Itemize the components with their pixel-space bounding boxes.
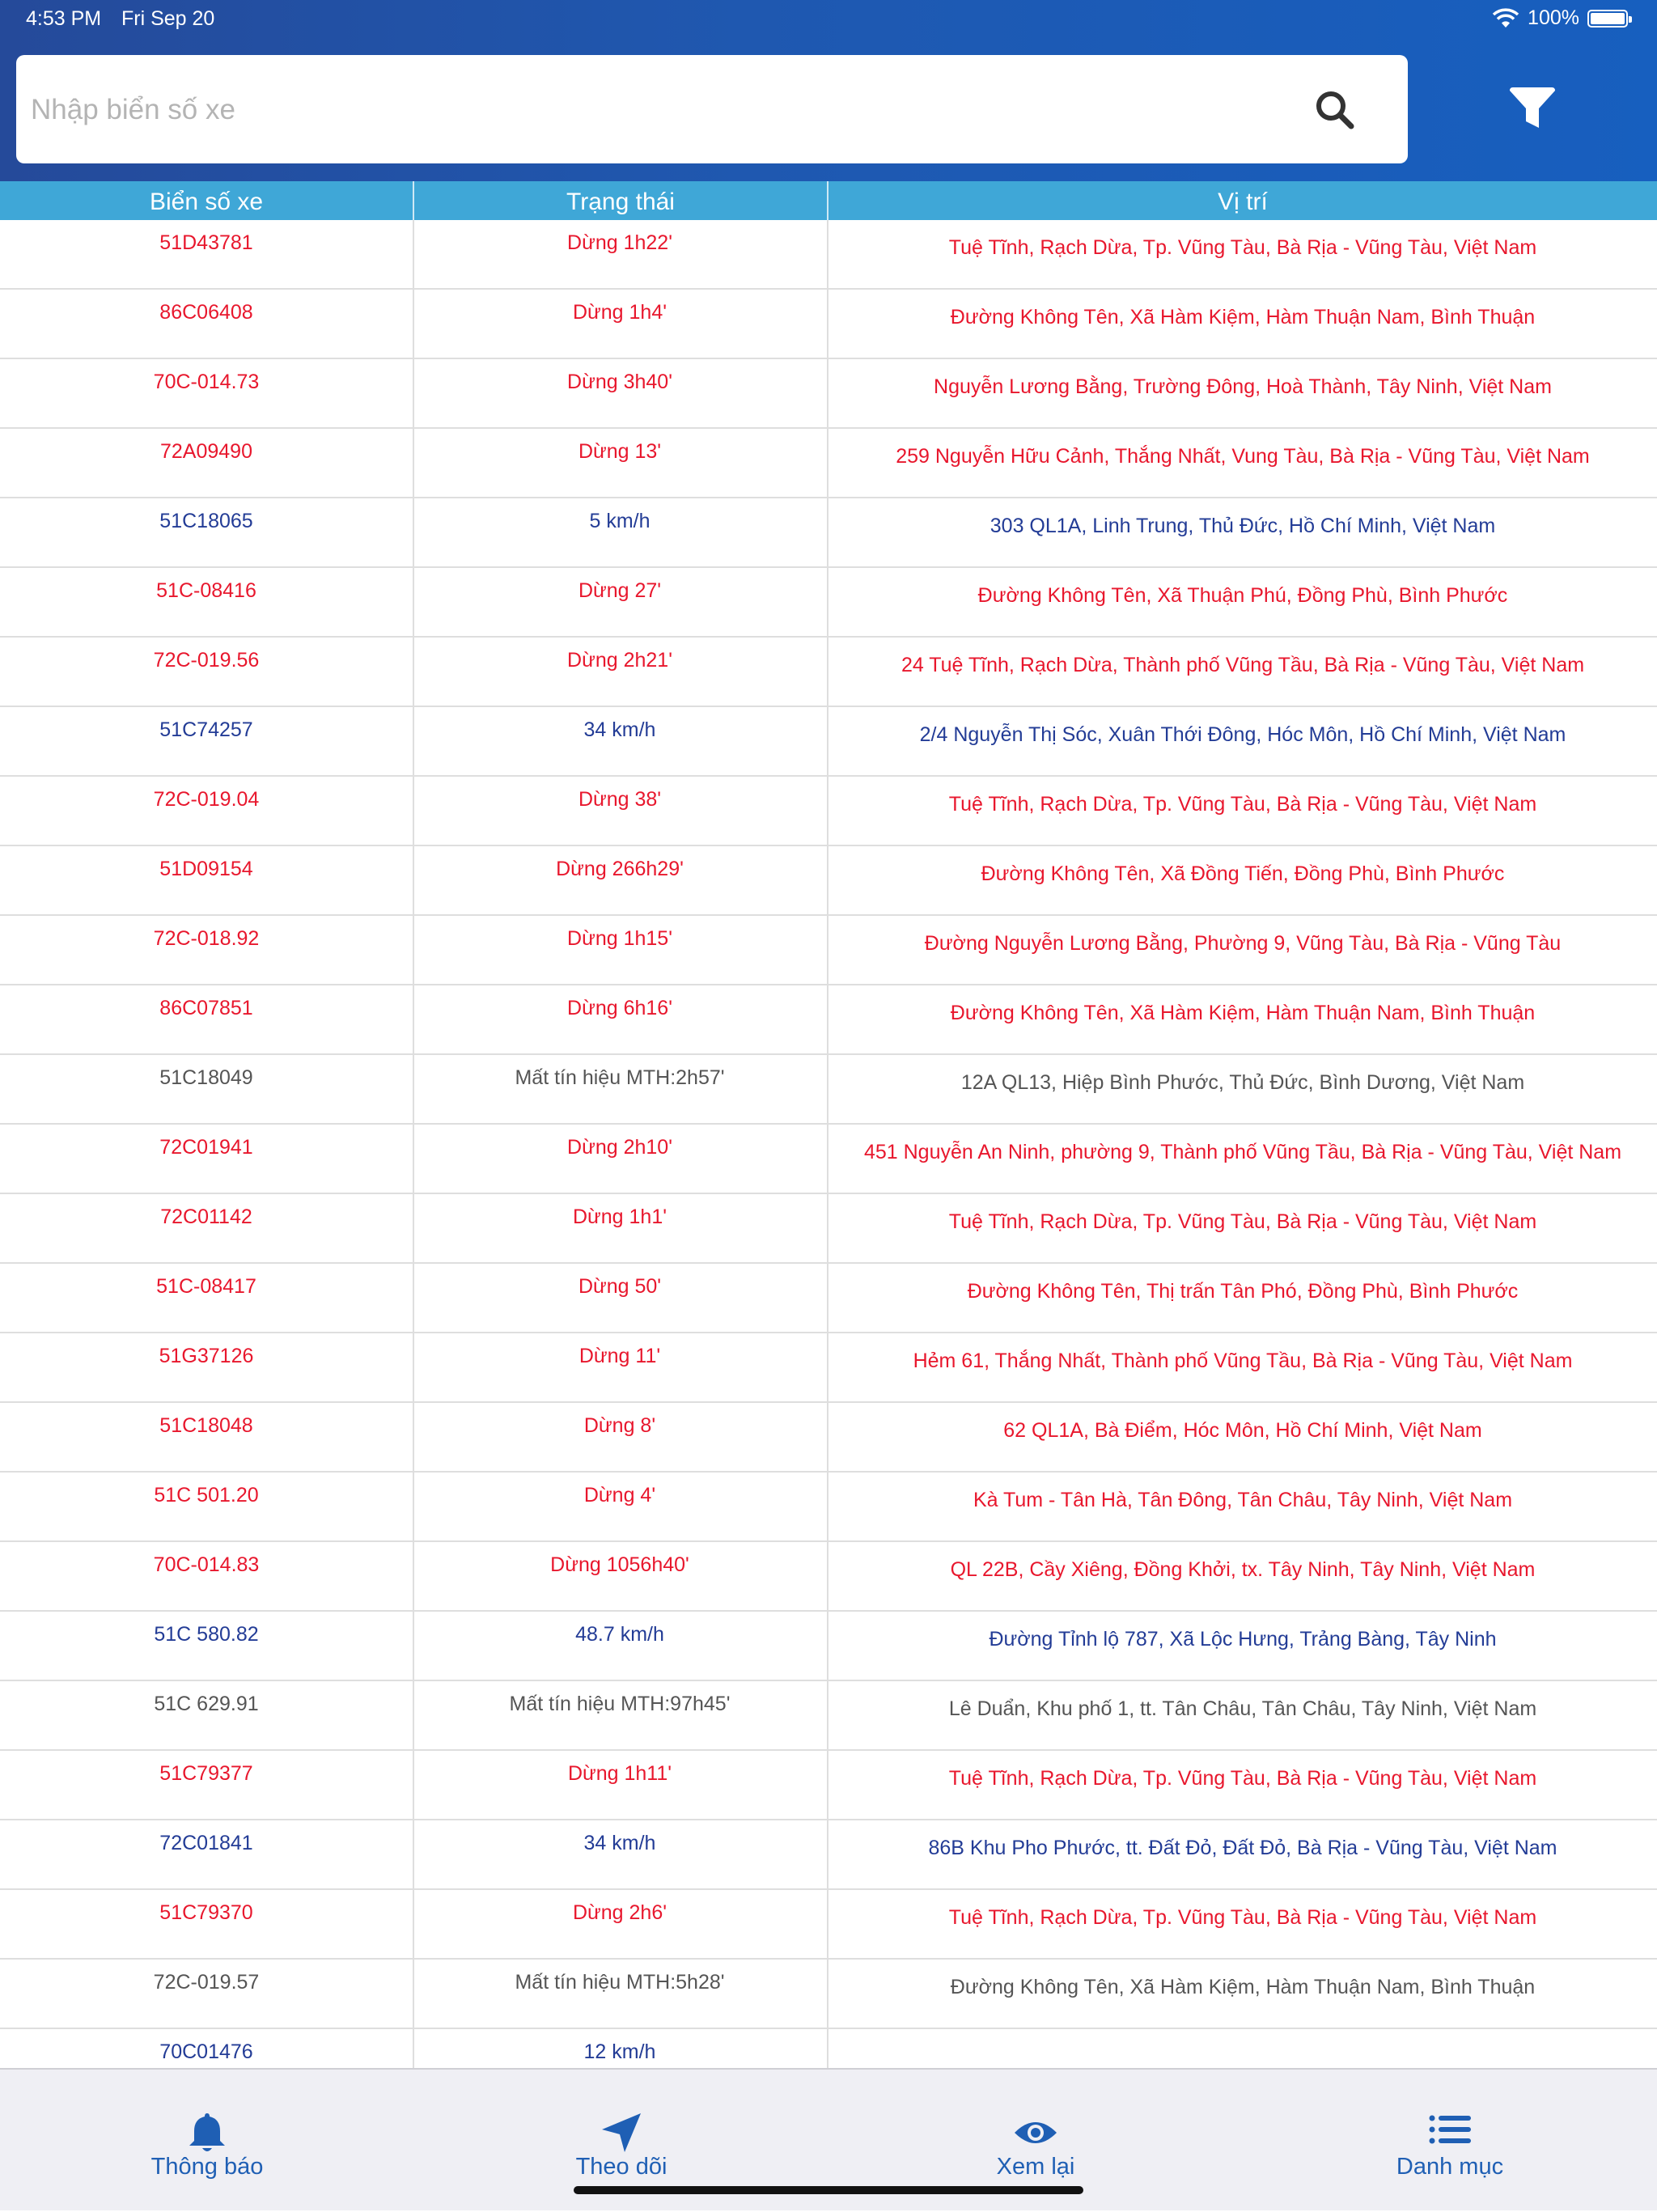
location-cell: Đường Không Tên, Thị trấn Tân Phó, Đồng Phù, Bình Phước <box>967 1280 1519 1303</box>
plate-cell: 51D09154 <box>0 846 414 914</box>
column-header-plate: Biển số xe <box>149 189 264 215</box>
table-row[interactable] <box>0 1681 1657 1751</box>
plate-cell: 51G37126 <box>0 1333 414 1401</box>
status-cell: Mất tín hiệu MTH:97h45' <box>413 1681 828 1749</box>
location-cell: 62 QL1A, Bà Điểm, Hóc Môn, Hồ Chí Minh, Việt Nam <box>1003 1419 1482 1442</box>
status-bar <box>0 0 1657 39</box>
table-row[interactable] <box>0 1960 1657 2029</box>
location-cell: 303 QL1A, Linh Trung, Thủ Đức, Hồ Chí Minh, Việt Nam <box>990 515 1496 537</box>
plate-cell: 86C07851 <box>0 985 414 1053</box>
wifi-icon <box>1492 8 1519 29</box>
app-header <box>0 0 1657 181</box>
table-row[interactable] <box>0 359 1657 429</box>
status-cell: Dừng 1h4' <box>413 290 828 358</box>
plate-cell: 51C 629.91 <box>0 1681 414 1749</box>
table-row[interactable] <box>0 916 1657 985</box>
search-input[interactable] <box>29 55 1295 165</box>
status-cell: 12 km/h <box>413 2029 828 2068</box>
plate-cell: 72C01142 <box>0 1194 414 1262</box>
location-cell: 259 Nguyễn Hữu Cảnh, Thắng Nhất, Vung Tàu, Bà Rịa - Vũng Tàu, Việt Nam <box>896 445 1590 468</box>
location-cell: Đường Không Tên, Xã Thuận Phú, Đồng Phù, Bình Phước <box>977 584 1508 607</box>
location-cell: Tuệ Tĩnh, Rạch Dừa, Tp. Vũng Tàu, Bà Rịa - Vũng Tàu, Việt Nam <box>948 236 1537 259</box>
table-row[interactable] <box>0 707 1657 777</box>
status-cell: 34 km/h <box>413 707 828 775</box>
table-row[interactable] <box>0 777 1657 846</box>
status-cell: 5 km/h <box>413 498 828 566</box>
plate-cell: 72C-018.92 <box>0 916 414 984</box>
status-cell: Dừng 27' <box>413 568 828 636</box>
table-row[interactable] <box>0 2029 1657 2068</box>
status-cell: 48.7 km/h <box>413 1612 828 1680</box>
eye-icon <box>1013 2110 1058 2155</box>
plate-cell: 72C-019.56 <box>0 638 414 706</box>
plate-cell: 51C18048 <box>0 1403 414 1471</box>
location-cell: Tuệ Tĩnh, Rạch Dừa, Tp. Vũng Tàu, Bà Rịa - Vũng Tàu, Việt Nam <box>948 793 1537 816</box>
filter-icon[interactable] <box>1507 86 1558 131</box>
tab-label: Thông báo <box>150 2154 264 2180</box>
tab-label: Xem lại <box>996 2154 1075 2180</box>
plate-cell: 51C 501.20 <box>0 1473 414 1540</box>
column-header-location: Vị trí <box>1218 189 1268 215</box>
home-indicator <box>574 2186 1083 2194</box>
table-row[interactable] <box>0 1125 1657 1194</box>
search-box <box>16 55 1408 163</box>
plate-cell: 72C-019.57 <box>0 1960 414 2028</box>
plate-cell: 70C-014.73 <box>0 359 414 427</box>
battery-percent: 100% <box>1528 6 1579 29</box>
table-row[interactable] <box>0 1194 1657 1264</box>
location-cell: 86B Khu Pho Phước, tt. Đất Đỏ, Đất Đỏ, Bà Rịa - Vũng Tàu, Việt Nam <box>928 1837 1557 1859</box>
table-row[interactable] <box>0 846 1657 916</box>
plate-cell: 51C74257 <box>0 707 414 775</box>
table-row[interactable] <box>0 1055 1657 1125</box>
list-icon <box>1427 2110 1473 2155</box>
table-row[interactable] <box>0 1751 1657 1820</box>
status-cell: 34 km/h <box>413 1820 828 1888</box>
table-row[interactable] <box>0 1333 1657 1403</box>
table-header <box>0 181 1657 220</box>
plate-cell: 72C01941 <box>0 1125 414 1193</box>
location-cell: Tuệ Tĩnh, Rạch Dừa, Tp. Vũng Tàu, Bà Rịa - Vũng Tàu, Việt Nam <box>948 1767 1537 1790</box>
tab-label: Danh mục <box>1396 2154 1504 2180</box>
location-cell: Đường Nguyễn Lương Bằng, Phường 9, Vũng Tàu, Bà Rịa - Vũng Tàu <box>924 932 1562 955</box>
plate-cell: 86C06408 <box>0 290 414 358</box>
table-row[interactable] <box>0 290 1657 359</box>
location-cell: Đường Không Tên, Xã Hàm Kiệm, Hàm Thuận Nam, Bình Thuận <box>950 306 1536 328</box>
tab-catalog[interactable] <box>1243 2070 1657 2212</box>
location-cell: 2/4 Nguyễn Thị Sóc, Xuân Thới Đông, Hóc Môn, Hồ Chí Minh, Việt Nam <box>919 723 1566 746</box>
location-cell: 12A QL13, Hiệp Bình Phước, Thủ Đức, Bình Dương, Việt Nam <box>960 1071 1525 1094</box>
bell-icon <box>184 2110 230 2155</box>
vehicle-table[interactable] <box>0 220 1657 2068</box>
table-row[interactable] <box>0 1612 1657 1681</box>
status-cell: Dừng 50' <box>413 1264 828 1332</box>
plate-cell: 72C01841 <box>0 1820 414 1888</box>
status-cell: Dừng 1h15' <box>413 916 828 984</box>
status-cell: Dừng 1h1' <box>413 1194 828 1262</box>
status-indicators <box>1492 6 1628 30</box>
status-cell: Dừng 38' <box>413 777 828 845</box>
location-cell: Hẻm 61, Thắng Nhất, Thành phố Vũng Tầu, Bà Rịa - Vũng Tàu, Việt Nam <box>913 1350 1573 1372</box>
table-row[interactable] <box>0 429 1657 498</box>
table-row[interactable] <box>0 1473 1657 1542</box>
tab-notifications[interactable] <box>0 2070 414 2212</box>
tab-label: Theo dõi <box>575 2154 667 2180</box>
status-time: 4:53 PM <box>26 7 102 30</box>
location-cell: Tuệ Tĩnh, Rạch Dừa, Tp. Vũng Tàu, Bà Rịa - Vũng Tàu, Việt Nam <box>948 1210 1537 1233</box>
plate-cell: 51C18049 <box>0 1055 414 1123</box>
plate-cell: 51D43781 <box>0 220 414 288</box>
table-row[interactable] <box>0 220 1657 290</box>
battery-icon <box>1587 10 1628 28</box>
location-cell: Đường Không Tên, Xã Đồng Tiến, Đồng Phù, Bình Phước <box>981 862 1505 885</box>
plate-cell: 51C79370 <box>0 1890 414 1958</box>
status-cell: Dừng 3h40' <box>413 359 828 427</box>
table-row[interactable] <box>0 1403 1657 1473</box>
status-cell: Mất tín hiệu MTH:5h28' <box>413 1960 828 2028</box>
status-cell: Dừng 1h22' <box>413 220 828 288</box>
location-cell: Nguyễn Lương Bằng, Trường Đông, Hoà Thành, Tây Ninh, Việt Nam <box>934 375 1552 398</box>
status-cell: Dừng 13' <box>413 429 828 497</box>
location-cell: Kà Tum - Tân Hà, Tân Đông, Tân Châu, Tây Ninh, Việt Nam <box>973 1489 1513 1511</box>
status-cell: Dừng 11' <box>413 1333 828 1401</box>
plate-cell: 72C-019.04 <box>0 777 414 845</box>
location-cell: QL 22B, Cầy Xiêng, Đồng Khởi, tx. Tây Ninh, Tây Ninh, Việt Nam <box>950 1558 1536 1581</box>
column-header-status: Trạng thái <box>566 189 675 215</box>
plate-cell: 51C-08416 <box>0 568 414 636</box>
location-cell <box>828 2029 1657 2068</box>
plate-cell: 51C79377 <box>0 1751 414 1819</box>
status-date: Fri Sep 20 <box>121 7 215 30</box>
table-row[interactable] <box>0 568 1657 638</box>
table-row[interactable] <box>0 985 1657 1055</box>
status-cell: Dừng 1h11' <box>413 1751 828 1819</box>
table-row[interactable] <box>0 638 1657 707</box>
location-cell: 451 Nguyễn An Ninh, phường 9, Thành phố Vũng Tầu, Bà Rịa - Vũng Tàu, Việt Nam <box>863 1141 1622 1163</box>
location-cell: Tuệ Tĩnh, Rạch Dừa, Tp. Vũng Tàu, Bà Rịa - Vũng Tàu, Việt Nam <box>948 1906 1537 1929</box>
plate-cell: 70C01476 <box>0 2029 414 2068</box>
plate-cell: 51C-08417 <box>0 1264 414 1332</box>
status-cell: Dừng 8' <box>413 1403 828 1471</box>
table-row[interactable] <box>0 498 1657 568</box>
table-row[interactable] <box>0 1820 1657 1890</box>
status-cell: Dừng 2h10' <box>413 1125 828 1193</box>
status-cell: Mất tín hiệu MTH:2h57' <box>413 1055 828 1123</box>
plate-cell: 51C18065 <box>0 498 414 566</box>
status-cell: Dừng 2h6' <box>413 1890 828 1958</box>
location-cell: 24 Tuệ Tĩnh, Rạch Dừa, Thành phố Vũng Tầu, Bà Rịa - Vũng Tàu, Việt Nam <box>901 654 1585 676</box>
location-cell: Đường Không Tên, Xã Hàm Kiệm, Hàm Thuận Nam, Bình Thuận <box>950 1002 1536 1024</box>
table-row[interactable] <box>0 1890 1657 1960</box>
search-icon[interactable] <box>1311 86 1359 134</box>
location-cell: Đường Không Tên, Xã Hàm Kiệm, Hàm Thuận Nam, Bình Thuận <box>950 1976 1536 1998</box>
table-row[interactable] <box>0 1542 1657 1612</box>
plate-cell: 72A09490 <box>0 429 414 497</box>
plate-cell: 51C 580.82 <box>0 1612 414 1680</box>
table-row[interactable] <box>0 1264 1657 1333</box>
location-cell: Đường Tỉnh lộ 787, Xã Lộc Hưng, Trảng Bàng, Tây Ninh <box>989 1628 1497 1651</box>
location-cell: Lê Duẩn, Khu phố 1, tt. Tân Châu, Tân Châu, Tây Ninh, Việt Nam <box>948 1697 1537 1720</box>
status-cell: Dừng 2h21' <box>413 638 828 706</box>
plate-cell: 70C-014.83 <box>0 1542 414 1610</box>
navigation-arrow-icon <box>599 2110 644 2155</box>
status-cell: Dừng 6h16' <box>413 985 828 1053</box>
status-cell: Dừng 1056h40' <box>413 1542 828 1610</box>
status-cell: Dừng 266h29' <box>413 846 828 914</box>
status-cell: Dừng 4' <box>413 1473 828 1540</box>
